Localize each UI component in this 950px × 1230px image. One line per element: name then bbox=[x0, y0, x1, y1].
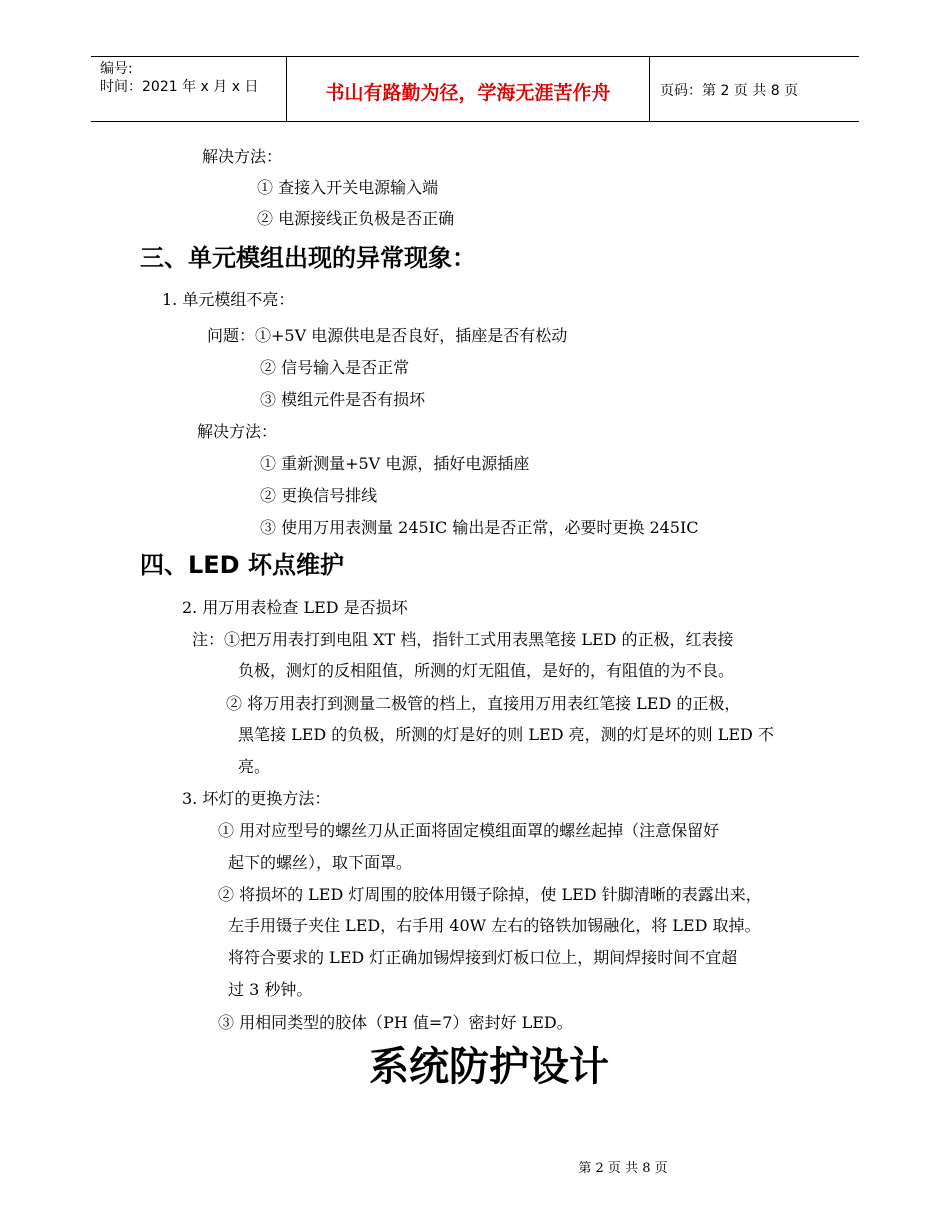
step-line: 起下的螺丝），取下面罩。 bbox=[228, 853, 413, 872]
step-line: ② 将损坏的 LED 灯周围的胶体用镊子除掉，使 LED 针脚清晰的表露出来， bbox=[218, 885, 762, 904]
header-motto: 书山有路勤为径，学海无涯苦作舟 bbox=[325, 82, 611, 104]
solution-item: ① 查接入开关电源输入端 bbox=[257, 178, 439, 197]
note-line: ② 将万用表打到测量二极管的档上，直接用万用表红笔接 LED 的正极， bbox=[226, 694, 741, 713]
step-line: ① 用对应型号的螺丝刀从正面将固定模组面罩的螺丝起掉（注意保留好 bbox=[218, 821, 720, 840]
step-line: ③ 用相同类型的胶体（PH 值=7）密封好 LED。 bbox=[218, 1013, 573, 1032]
subsection-title: 3. 坏灯的更换方法： bbox=[182, 789, 331, 808]
solution-label: 解决方法： bbox=[202, 147, 283, 166]
doc-time-label: 时间：2021 年 x 月 x 日 bbox=[100, 79, 259, 95]
note-line: 亮。 bbox=[238, 757, 271, 776]
note-line: 注：①把万用表打到电阻 XT 档，指针工式用表黑笔接 LED 的正极，红表接 bbox=[192, 630, 734, 649]
solution-item: ② 电源接线正负极是否正确 bbox=[257, 209, 455, 228]
problem-item: ③ 模组元件是否有损坏 bbox=[260, 390, 426, 409]
step-line: 过 3 秒钟。 bbox=[228, 980, 313, 999]
section-heading-3: 三、单元模组出现的异常现象： bbox=[140, 244, 476, 272]
header-top-rule bbox=[91, 56, 859, 57]
note-line: 负极，测灯的反相阻值，所测的灯无阻值，是好的，有阻值的为不良。 bbox=[238, 661, 735, 680]
step-line: 将符合要求的 LED 灯正确加锡焊接到灯板口位上，期间焊接时间不宜超 bbox=[228, 948, 738, 967]
solution-label: 解决方法： bbox=[197, 422, 278, 441]
note-line: 黑笔接 LED 的负极，所测的灯是好的则 LED 亮，测的灯是坏的则 LED 不 bbox=[238, 725, 774, 744]
big-title: 系统防护设计 bbox=[369, 1044, 609, 1090]
problem-item: 问题：①+5V 电源供电是否良好，插座是否有松动 bbox=[207, 326, 568, 345]
header-divider bbox=[649, 57, 650, 122]
doc-number-label: 编号: bbox=[100, 61, 133, 77]
subsection-title: 1. 单元模组不亮： bbox=[162, 290, 295, 309]
solution-item: ② 更换信号排线 bbox=[260, 486, 378, 505]
subsection-title: 2. 用万用表检查 LED 是否损坏 bbox=[182, 598, 408, 617]
step-line: 左手用镊子夹住 LED，右手用 40W 左右的铬铁加锡融化，将 LED 取掉。 bbox=[228, 916, 761, 935]
solution-item: ① 重新测量+5V 电源，插好电源插座 bbox=[260, 454, 530, 473]
page-footer: 第 2 页 共 8 页 bbox=[578, 1161, 668, 1176]
header-page-info: 页码：第 2 页 共 8 页 bbox=[660, 83, 799, 99]
header-bottom-rule bbox=[91, 121, 859, 122]
problem-item: ② 信号输入是否正常 bbox=[260, 358, 410, 377]
solution-item: ③ 使用万用表测量 245IC 输出是否正常，必要时更换 245IC bbox=[260, 518, 699, 537]
section-heading-4: 四、LED 坏点维护 bbox=[140, 551, 344, 579]
